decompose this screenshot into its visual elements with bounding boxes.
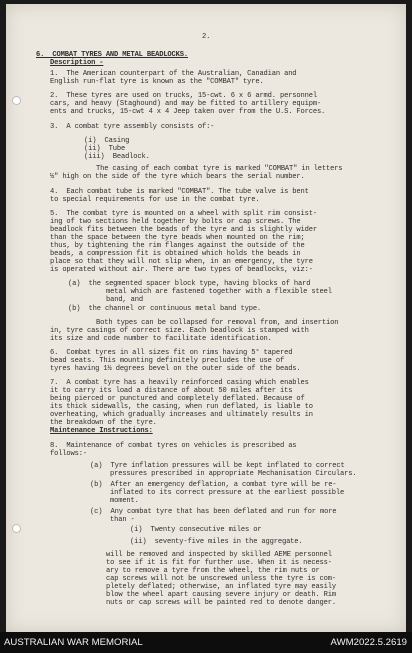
- body-line: ents and trucks, 15-cwt 4 x 4 Jeep taken over from the U.S. Forces.: [50, 108, 326, 116]
- body-line: it to carry its load a distance of about 50 miles after its: [50, 387, 293, 395]
- body-line: pletely deflated; otherwise, an inflated tyre may easily: [106, 583, 336, 591]
- body-line: cars, and heavy (Staghound) and may be fitted to artillery equipm-: [50, 100, 322, 108]
- body-line: its size and code number to facilitate identification.: [50, 335, 272, 343]
- body-line: than the space between the tyre beads when mounted on the rim;: [50, 234, 305, 242]
- body-line: band, and: [106, 296, 143, 304]
- body-line: its thick sidewalls, the casing, when run deflated, is liable to: [50, 403, 313, 411]
- body-line: metal which are fastened together with a flexible steel: [106, 288, 332, 296]
- footer-institution: AUSTRALIAN WAR MEMORIAL: [4, 637, 143, 648]
- body-line: moment.: [110, 497, 139, 505]
- body-line: blow the wheel apart causing severe injury or death. Rim: [106, 591, 336, 599]
- footer-bar: [0, 632, 412, 653]
- body-line: is operated without air. There are two types of beadlocks, viz:-: [50, 266, 313, 274]
- body-line: 5. The combat tyre is mounted on a wheel with split rim consist-: [50, 210, 317, 218]
- document-page: [6, 4, 406, 632]
- body-line: ing of two sections held together by bolts or cap screws. The: [50, 218, 301, 226]
- body-line: (c) Any combat tyre that has been deflated and run for more: [90, 508, 337, 516]
- body-line: the breakdown of the tyre.: [50, 419, 157, 427]
- body-line: tyres having 1½ degrees bevel on the outer side of the beads.: [50, 365, 301, 373]
- body-line: to see if it is fit for further use. When it is necess-: [106, 559, 332, 567]
- body-line: nuts or cap screws will be painted red to denote danger.: [106, 599, 336, 607]
- body-line: pressures prescribed in appropriate Mechanisation Circulars.: [110, 470, 357, 478]
- body-line: (b) After an emergency deflation, a combat tyre will be re-: [90, 481, 337, 489]
- body-line: thus, by tightening the rim flanges against the outside of the: [50, 242, 305, 250]
- body-line: (b) the channel or continuous metal band type.: [68, 305, 262, 313]
- body-line: 4. Each combat tube is marked "COMBAT". The tube valve is bent: [50, 188, 309, 196]
- body-line: (ii) Tube: [84, 145, 126, 153]
- body-line: overheating, which gradually increases and ultimately results in: [50, 411, 313, 419]
- body-line: 3. A combat tyre assembly consists of:-: [50, 123, 215, 131]
- body-line: (i) Casing: [84, 137, 130, 145]
- body-line: bead seats. This mounting definitely precludes the use of: [50, 357, 285, 365]
- body-line: inflated to its correct pressure at the earliest possible: [110, 489, 345, 497]
- body-line: being pierced or punctured and completely deflated. Because of: [50, 395, 305, 403]
- body-line: to special requirements for use in the combat tyre.: [50, 196, 260, 204]
- body-line: 7. A combat tyre has a heavily reinforced casing which enables: [50, 379, 309, 387]
- body-line: 6. Combat tyres in all sizes fit on rims having 5° tapered: [50, 349, 293, 357]
- body-line: place so that they will not slip when, in an emergency, the tyre: [50, 258, 313, 266]
- body-line: (a) Tyre inflation pressures will be kept inflated to correct: [90, 462, 345, 470]
- section-heading: 6. COMBAT TYRES AND METAL BEADLOCKS.: [36, 51, 188, 59]
- body-line: English run-flat tyre is known as the "COMBAT" tyre.: [50, 78, 264, 86]
- footer-accession-number: AWM2022.5.2619: [330, 637, 407, 648]
- body-line: (iii) Beadlock.: [84, 153, 150, 161]
- body-line: (i) Twenty consecutive miles or: [130, 526, 262, 534]
- document-text: [6, 4, 406, 632]
- body-line: than -: [110, 516, 135, 524]
- body-line: (a) the segmented spacer block type, having blocks of hard: [68, 280, 311, 288]
- body-line: 1. The American counterpart of the Australian, Canadian and: [50, 70, 297, 78]
- body-line: beads, a compression fit is obtained which holds the beads in: [50, 250, 301, 258]
- body-line: beadlock fits between the beads of the tyre and is slightly wider: [50, 226, 317, 234]
- body-line: Description -: [50, 59, 104, 67]
- body-line: ½" high on the side of the tyre which bears the serial number.: [50, 173, 305, 181]
- body-line: Maintenance Instructions:: [50, 427, 153, 435]
- body-line: The casing of each combat tyre is marked "COMBAT" in letters: [96, 165, 343, 173]
- page-number: 2.: [202, 33, 211, 41]
- body-line: ary to remove a tyre from the wheel, the rim nuts or: [106, 567, 320, 575]
- body-line: 2. These tyres are used on trucks, 15-cwt. 6 x 6 armd. personnel: [50, 92, 317, 100]
- body-line: cap screws will not be unscrewed unless the tyre is com-: [106, 575, 336, 583]
- body-line: Both types can be collapsed for removal from, and insertion: [96, 319, 339, 327]
- body-line: (ii) seventy-five miles in the aggregate.: [130, 538, 303, 546]
- body-line: will be removed and inspected by skilled AEME personnel: [106, 551, 332, 559]
- body-line: follows:-: [50, 450, 87, 458]
- body-line: 8. Maintenance of combat tyres on vehicles is prescribed as: [50, 442, 297, 450]
- body-line: in, tyre casings of correct size. Each beadlock is stamped with: [50, 327, 309, 335]
